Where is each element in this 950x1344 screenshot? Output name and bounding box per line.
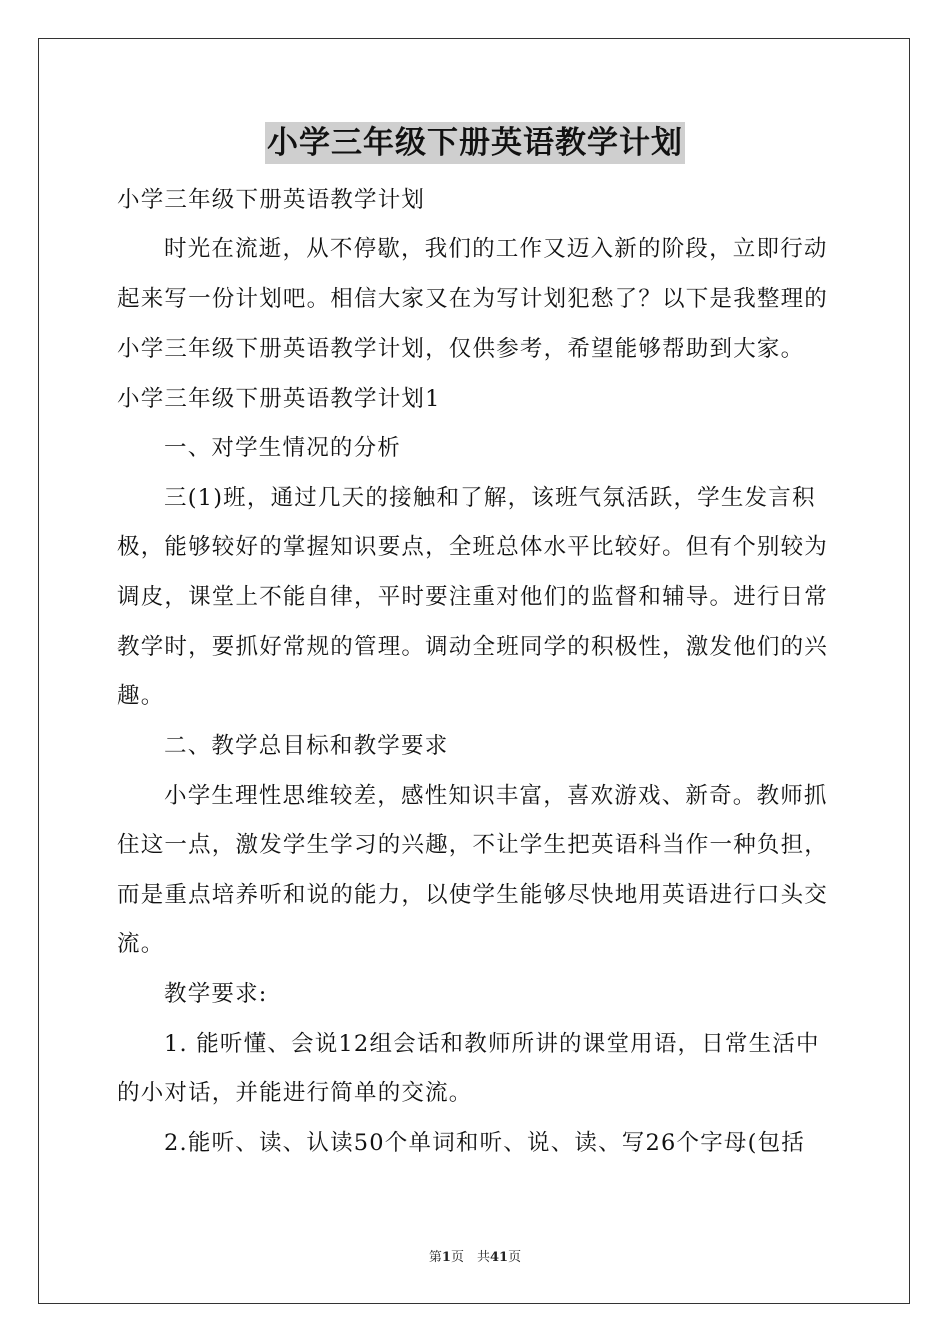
footer-prefix: 第 — [428, 1250, 442, 1265]
paragraph-line: 教学要求: — [164, 981, 268, 1007]
section-subheading: 二、教学总目标和教学要求 — [164, 733, 449, 759]
footer-mid: 页 共 — [450, 1250, 490, 1265]
paragraph-line: 三(1)班，通过几天的接触和了解，该班气氛活跃，学生发言积 — [164, 485, 816, 511]
footer-current-page: 1 — [441, 1250, 451, 1265]
subtitle-line: 小学三年级下册英语教学计划 — [117, 187, 426, 213]
list-item-continuation: 的小对话，并能进行简单的交流。 — [117, 1080, 473, 1106]
page-footer — [0, 1246, 950, 1265]
title-container — [0, 122, 950, 164]
paragraph-line: 调皮，课堂上不能自律，平时要注重对他们的监督和辅导。进行日常 — [117, 584, 829, 610]
list-item: 1. 能听懂、会说12组会话和教师所讲的课堂用语，日常生活中 — [164, 1031, 820, 1057]
paragraph-line: 起来写一份计划吧。相信大家又在为写计划犯愁了？以下是我整理的 — [117, 286, 829, 312]
page-border — [38, 38, 910, 1304]
paragraph-line: 教学时，要抓好常规的管理。调动全班同学的积极性，激发他们的兴 — [117, 634, 829, 660]
paragraph-line: 时光在流逝，从不停歇，我们的工作又迈入新的阶段，立即行动 — [164, 236, 828, 262]
footer-suffix: 页 — [508, 1250, 522, 1265]
footer-total-pages: 41 — [489, 1250, 509, 1265]
paragraph-line: 极，能够较好的掌握知识要点，全班总体水平比较好。但有个别较为 — [117, 534, 829, 560]
paragraph-line: 小学生理性思维较差，感性知识丰富，喜欢游戏、新奇。教师抓 — [164, 783, 828, 809]
paragraph-line: 而是重点培养听和说的能力，以使学生能够尽快地用英语进行口头交 — [117, 882, 829, 908]
section-subheading: 一、对学生情况的分析 — [164, 435, 402, 461]
section-heading: 小学三年级下册英语教学计划1 — [117, 386, 441, 412]
list-item: 2.能听、读、认读50个单词和听、说、读、写26个字母(包括 — [164, 1130, 806, 1156]
paragraph-line: 小学三年级下册英语教学计划，仅供参考，希望能够帮助到大家。 — [117, 336, 805, 362]
paragraph-line: 住这一点，激发学生学习的兴趣，不让学生把英语科当作一种负担， — [117, 832, 829, 858]
document-title: 小学三年级下册英语教学计划 — [265, 122, 685, 164]
paragraph-line: 流。 — [117, 931, 165, 957]
paragraph-line: 趣。 — [117, 683, 165, 709]
